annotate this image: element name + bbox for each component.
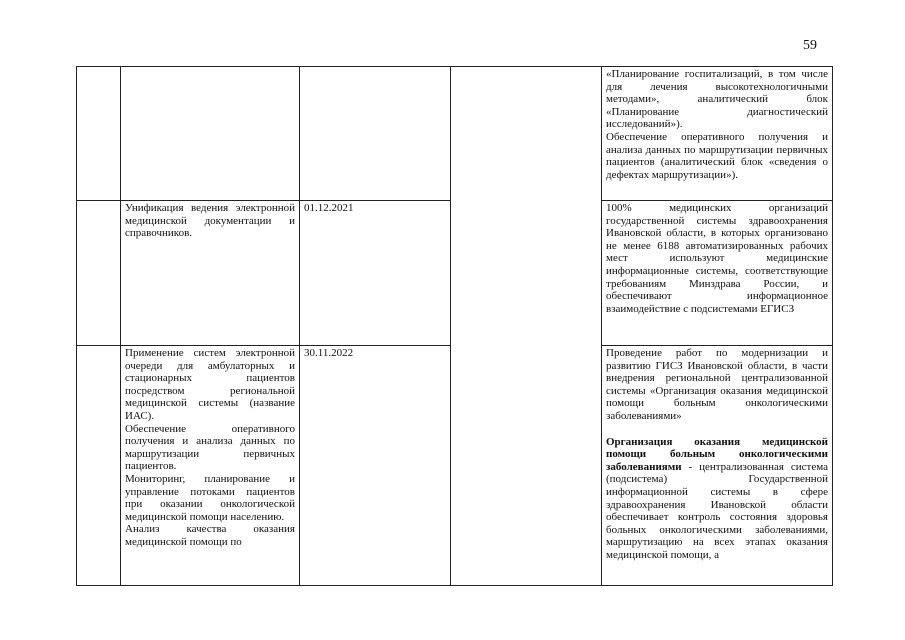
result-paragraph: 100% медицинских организаций государственной системы здравоохранения Ивановской области, в которых организовано не менее 6188 автоматизированных рабочих мест используют медицинские информационные системы, соответствующие требованиям Минздрава России, и обеспечивают информационное взаимодействие с подсистемами ЕГИСЗ [606,202,828,315]
activity-paragraph: Унификация ведения электронной медицинской документации и справочников. [125,202,295,240]
row-number-cell [77,346,121,586]
row-number-cell [77,67,121,201]
date-cell [300,67,451,201]
page-number: 59 [803,38,817,53]
date-cell: 01.12.2021 [300,201,451,346]
result-paragraph: Проведение работ по модернизации и развитию ГИСЗ Ивановской области, в части внедрения региональной централизованной системы «Организация оказания медицинской помощи больным онкологическими заболеваниями» [606,347,828,422]
result-paragraph [606,436,828,562]
result-cell [602,67,833,201]
result-cell [602,346,833,586]
responsible-cell [451,67,602,586]
system-name-bold: Организация оказания медицинской помощи больным онкологическими заболеваниями [606,435,828,473]
activity-cell [121,201,300,346]
system-description: - централизованная система (подсистема) Государственной информационной системы в сфере здравоохранения Ивановской области обеспечивает контроль состояния здоровья больных онкологическими заболеваниями, маршрутизацию на всех этапах оказания медицинской помощи, а [606,460,828,561]
date-cell: 30.11.2022 [300,346,451,586]
paragraph-spacer [606,423,828,436]
activity-cell [121,67,300,201]
result-paragraph: «Планирование госпитализаций, в том числе для лечения высокотехнологичными методами», аналитический блок «Планирование диагностический исследований»). [606,68,828,131]
activity-paragraph: Мониторинг, планирование и управление потоками пациентов при оказании онкологической медицинской помощи населению. [125,472,295,523]
activity-paragraph: Анализ качества оказания медицинской помощи по [125,523,295,548]
result-paragraph: Обеспечение оперативного получения и анализа данных по маршрутизации первичных пациентов (аналитический блок «сведения о дефектах маршрутизации»). [606,130,828,181]
row-number-cell [77,201,121,346]
activity-paragraph: Обеспечение оперативного получения и анализа данных по маршрутизации первичных пациентов. [125,422,295,473]
activity-paragraph: Применение систем электронной очереди для амбулаторных и стационарных пациентов посредством региональной медицинской системы (название ИАС). [125,347,295,422]
activity-cell [121,346,300,586]
activities-table [76,66,833,586]
result-cell [602,201,833,346]
table-row [77,67,833,201]
